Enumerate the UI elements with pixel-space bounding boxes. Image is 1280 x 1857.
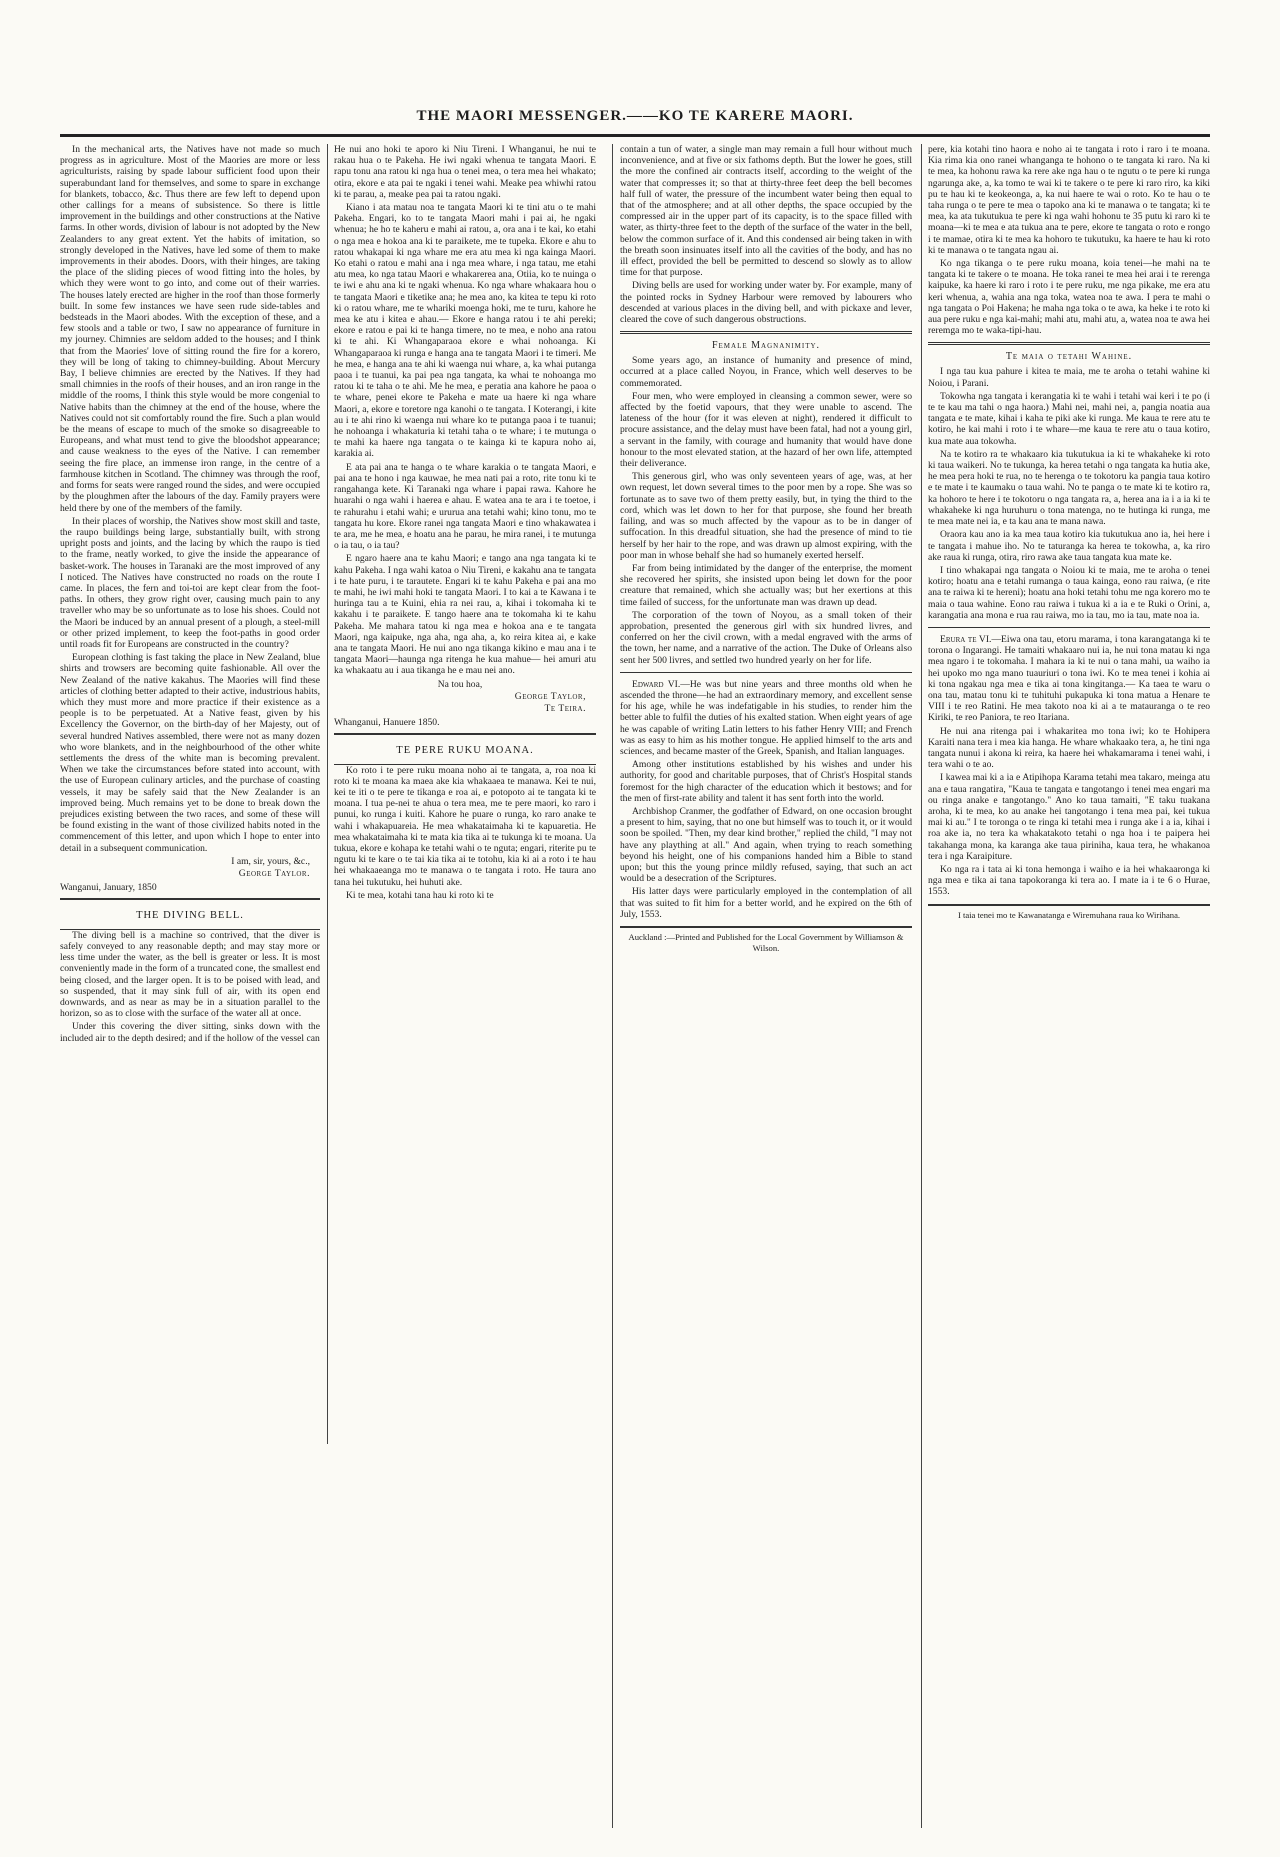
article-paragraph: Tokowha nga tangata i kerangatia ki te wahi i tetahi wai keri i te po (i te te kau ma tahi o nga haora.) Mahi nei, mahi nei, a, pangia noatia aua tangata e te mate, kihai i kaha te piki ake ki runga. Me kaua te rere atu te kotiro, he kai mahi i roto i te whare—me kaua te rere atu o taua kotiro, kua mate aua tokowha. bbox=[928, 390, 1210, 447]
section-heading-box bbox=[60, 898, 320, 930]
article-paragraph bbox=[928, 634, 1210, 724]
article-paragraph: pere, kia kotahi tino haora e noho ai te tangata i roto i raro i te moana. Kia rima kia ono ranei whanganga te hohono o te tangata ki raro. Na ki te mea, ka hohonu rawa ka rere ake nga hau o te ngutu o te pere ki runga ngarunga ake, a, ka tomo te wai ki te takere o te pere ki raro riro, ka kiki pu te hau ki te keokeonga, a, ka nui haere te wai o roto. Ko te hau o te taha runga o te pere te mea o tapoko ana ki te manawa o te tangata; ki te mea, ka ata tukutukua te pere ki nga wahi hohonu te 35 putu ki raro ki te moana—ki te mea e ata tukua ana te pere, ekore te tangata o roto e rongo i te mamae, otira ki te mea ka hohoro te tukutuku, ka haere te hau ki roto ki te manawa o te tangata ngau ai. bbox=[928, 144, 1210, 256]
section-heading: Female Magnanimity. bbox=[711, 340, 821, 352]
column-4 bbox=[928, 144, 1210, 921]
masthead-title: THE MAORI MESSENGER.——KO TE KARERE MAORI. bbox=[416, 108, 854, 124]
article-paragraph: Ko roto i te pere ruku moana noho ai te tangata, a, roa noa ki roto ki te moana ka maea ake kia whakaaea te manawa. Kei te nui, kei te iti o te pere te tikanga e roa ai, e potopoto ai te tangata ki te moana. I tua pe-nei te ahua o tera mea, me te pere maori, ko raro i punui, ko runga i kuiti. Kahore he puare o runga, ko raro anake te wahi i whakapuareia. He mea whakataimaha ki te kapuaretia. He mea whakataimaha ki te mata kia tika ai te tukunga ki te moana. Ua tukua, ekore e kohapa ke tetahi wahi o te nguta; engari, riterite pu te ngutu ki te kare o te tai kia tika ai te totohu, kia ki ai a roto i te hau hei whakaaeanga mo te manawa o te tangata i roto. He taura ano tana hei tukutuku, hei huhuti ake. bbox=[334, 764, 596, 888]
column-divider bbox=[327, 144, 328, 1444]
article-paragraph: He nui ano hoki te aporo ki Niu Tireni. I Whanganui, he nui te rakau hua o te Pakeha. He iwi ngaki whenua te tangata Maori. E rapu tonu ana ratou ki nga hua o tenei mea, o tera mea hei whakato; otira, ekore e ata pai te ngaki i tenei wahi. Meake pea whiwhi ratou ki te parau, a, meake pea pai ta ratou ngaki. bbox=[334, 144, 596, 200]
section-heading: Te maia o tetahi Wahine. bbox=[1005, 351, 1133, 363]
article-paragraph: Kiano i ata matau noa te tangata Maori ki te tini atu o te mahi Pakeha. Engari, ko to te tangata Maori mahi i pai ai, he ngaki whenua; he ho te kaheru e mahi ai ratou, a, ora ana i te kai, ko etahi o nga mea e hokoa ana ki te paraikete, me te tupeka. Ekore e ahu to ratou whakapai ki nga whare me era atu mea ki nga kainga Maori. Ko etahi o ratou e mahi ana i nga mea whare, i nga tatau, me etahi atu mea, ko nga tatau Maori e whakarerea ana, Otiia, ko te nuinga o te iwi e ahu ana ki te ngaki whenua. Ko nga whare whakaara hou o te tangata Maori e tiketike ana; he mea ano, ka kitea te tepu ki roto ki o ratou whare, me te whariki moenga hoki, me te turu, kahore he mea ke atu i kitea e ahau.— Ekore e hanga ratou i te ahi pereki; ekore e ratou e pai ki te hanga timere, no te mea, e noho ana ratou ki te ahi. Ki Whangaparaoa ekore e whai nohoanga. Ki Whangaparaoa ki runga e hanga ana te tangata Maori i te timeri. Me he mea, e hanga ana te ahi ki waenga nui whare, a, ka whai putanga paoa i te tuanui, ka pai pea nga tangata, ka whai te nohoanga mo ratou ki te taha o te ahi. Me he mea, e peratia ana kahore he paoa o te whare, penei ekore te Pakeha e mate ua haere ki nga whare Maori, a, ekore e toretore nga kanohi o te tangata. I Koterangi, i kite au i te ahi rino ki waenga nui whare ko te putanga paoa i te tuanui; he nohoanga i whakaturia ki tetahi taha o te whare; i te mutunga o te mahi ka haere nga tangata o te kainga ki te kapura noho ai, karakia ai. bbox=[334, 202, 596, 460]
column-1 bbox=[60, 144, 320, 1046]
article-paragraph: He nui ana ritenga pai i whakaritea mo tona iwi; ko te Hohipera Karaiti nana tera i mea kia hanga. He whare whakaako tera, a, he tini nga tangata nunui i akona ki reira, ka haere hei whakamarama i tenei wahi, i tera wahi o te ao. bbox=[928, 725, 1210, 771]
column-divider bbox=[612, 144, 613, 1828]
article-paragraph: E ata pai ana te hanga o te whare karakia o te tangata Maori, e pai ana te hono i nga kauwae, he mea nati pai a roto, rite tonu ki te rangahanga kete. Ki Taranaki nga whare i papai rawa. Kahore he huarahi o nga wahi i haerea e ahau. E watea ana te ara i te toetoe, i te rahurahu i etahi wahi; e ururua ana tetahi wahi; kino tonu, mo te tangata hu kore. Ekore ranei nga tangata Maori e tino whakawatea i te ara, me he mea, e hoatu ana he parau, he mira ranei, i te mutunga o ia tau, o ia tau? bbox=[334, 461, 596, 552]
article-paragraph bbox=[620, 679, 912, 757]
article-paragraph: Ko nga tikanga o te pere ruku moana, koia tenei—he mahi na te tangata ki te takere o te moana. He toka ranei te mea hei arai i te rerenga kaipuke, ka haere ki raro i roto i te pere ruku, me nga pikake, me era atu keri whenua, a, wahia ana nga toka, watea noa te awa. I pera te mahi o nga tangata o Poi Hakena; he maha nga toka o te awa, ka heke i te roto ki aua pere ruku e nga kai-mahi; mahi atu, mahi atu, a, watea noa te awa hei reremga mo te waka-tipi-hau. bbox=[928, 258, 1210, 337]
column-3 bbox=[620, 144, 912, 954]
article-paragraph: I nga tau kua pahure i kitea te maia, me te aroha o tetahi wahine ki Noiou, i Parani. bbox=[928, 366, 1210, 389]
article-paragraph: Among other institutions established by his wishes and under his authority, for good and charitable purposes, that of Christ's Hospital stands foremost for the high character of the education which it bestows; and for the men of first-rate ability and talent it has sent forth into the world. bbox=[620, 759, 912, 804]
article-lead: Edward VI. bbox=[632, 678, 681, 690]
letter-signature: Te Teira. bbox=[544, 702, 586, 714]
article-paragraph: Archbishop Cranmer, the godfather of Edward, on one occasion brought a present to him, saying, that no one but himself was to touch it, or it would soon be spoiled. "Then, my dear kind brother," replied the child, "I may not have any plaything at all." And again, when trying to reach something beyond his height, one of his companions handed him a Bible to stand upon; but this the young prince mildly refused, saying, that such an act would be a desecration of the Scriptures. bbox=[620, 805, 912, 885]
article-paragraph: In their places of worship, the Natives show most skill and taste, the raupo buildings being large, substantially built, with strong upright posts and joints, and the lacing by which the raupo is tied to the frame, neatly worked, to give the inside the appearance of basket-work. The houses in Taranaki are the most improved of any I noticed. The Natives have constructed no roads on the route I came. In places, the fern and toi-toi are kept clear from the foot-paths. In others, they grow right over, causing much pain to any traveller who may be so unfortunate as to lose his shoes. Could not the Maori be induced by an annual present of a plough, a steel-mill or other prized implement, to keep the foot-paths in good order until roads fit for Europeans are constructed in the country? bbox=[60, 515, 320, 650]
article-paragraph: Under this covering the diver sitting, sinks down with the included air to the depth desired; and if the hollow of the vessel can bbox=[60, 1021, 320, 1044]
article-text: —Eiwa ona tau, etoru marama, i tona karangatanga ki te torona o Ingarangi. He tamaiti whakaaro nui ia, he nui tona matau ki nga mea ngaro i te tokomaha. I mahara ia ki te nui o tana mahi, ua waiho ia hei upoko mo nga mano tuauriuri o tona iwi. Ko te mea tenei i kohia ai ki tona ngakau nga mea e tika ai tona kingitanga.— Ka taea te waru o ona tau, matau tonu ki te tuhituhi pukapuka ki tona matua a Henare te VIII i te reo Ratini. He mea takoto noa ki ai a te matauranga o te reo Kiriki, te reo Paniora, te reo Itariana. bbox=[928, 633, 1210, 724]
article-paragraph: The diving bell is a machine so contrived, that the diver is safely conveyed to any reasonable depth; and may stay more or less time under the water, as the bell is greater or less. It is most conveniently made in the form of a truncated cone, the smallest end being closed, and the larger open. It is to be poised with lead, and so suspended, that it may sink full of air, with its open end downwards, and as near as may be in a situation parallel to the horizon, so as to close with the surface of the water all at once. bbox=[60, 929, 320, 1020]
section-rule bbox=[620, 672, 912, 673]
article-paragraph: This generous girl, who was only seventeen years of age, was, at her own request, let down several times to the poor men by a rope. She was so fortunate as to save two of them pretty easily, but, in tying the third to the cord, which was let down to her for that purpose, she found her breath failing, and was so much affected by the vapour as to be in danger of suffocation. In this dreadful situation, she had the presence of mind to tie herself by her hair to the rope, and was drawn up almost expiring, with the poor man in whose behalf she had so humanely exerted herself. bbox=[620, 471, 912, 561]
article-paragraph: Diving bells are used for working under water by. For example, many of the pointed rocks in Sydney Harbour were removed by labourers who descended at various places in the diving bell, and with pickaxe and lever, cleared the cove of such dangerous obstructions. bbox=[620, 280, 912, 326]
column-divider bbox=[921, 144, 922, 1828]
article-paragraph: Some years ago, an instance of humanity and presence of mind, occurred at a place called Noyou, in France, which well deserves to be commemorated. bbox=[620, 355, 912, 389]
letter-signature: George Taylor, bbox=[514, 690, 586, 702]
printer-imprint: I taia tenei mo te Kawanatanga e Wiremuhana raua ko Wirihana. bbox=[928, 904, 1210, 921]
article-lead: Erura te VI. bbox=[940, 633, 992, 645]
article-paragraph: E ngaro haere ana te kahu Maori; e tango ana nga tangata ki te kahu Pakeha. I nga wahi katoa o Niu Tireni, e kakahu ana te tangata i te hate puru, i te tarautete. Engari ki te kahu Pakeha e pai ana mo te mahi, he iwi mahi hoki te tangata Maori. I to kai a te Kawana i te huringa tau a te Kuini, ehia ra nei rau, a, kihai i tokomaha ki te kakahu i te paraikete. E tango haere ana te tokomaha ki te kahu Pakeha. Me mahara tatou ki nga mea e hokoa ana e te tangata Maori, nga kaipuke, nga aha, nga aha, a, ko reira kitea ai, e kake ana te tangata Maori. He nui ano nga tikanga kikino e mau ana i te tangata Maori—haunga nga ritenga he kua mahue— hei amuri atu ka whakaatu au i aua tikanga he e mau nei ano. bbox=[334, 553, 596, 677]
article-paragraph: European clothing is fast taking the place in New Zealand, blue shirts and trowsers are becoming quite fashionable. All over the New Zealand of the native kakahus. The Maories will find these articles of clothing better adapted to their active, industrious habits, which they must more and more practice if their existence as a people is to be perpetuated. At a Native feast, given by his Excellency the Governor, on the birth-day of her Majesty, out of several hundred Natives assembled, there were not as many dozen who wore blankets, and in the neighbourhood of the other white settlements the dress of the white man is becoming prevalent. When we take the circumstances before stated into account, with the use of European culinary articles, and the purchase of coasting vessels, it may be safely said that the New Zealander is an improved being. Much remains yet to be done to break down the prejudices existing between the two races, and some of these will be found existing in the want of those civilized habits noted in the commencement of this letter, and upon which I hope to enter into detail in a subsequent communication. bbox=[60, 652, 320, 854]
column-2 bbox=[334, 144, 596, 903]
newspaper-page bbox=[60, 108, 1210, 1828]
article-paragraph: I tino whakapai nga tangata o Noiou ki te maia, me te aroha o tenei kotiro; hoatu ana e tetahi rumanga o taua kainga, eono rau raiwa, (e rite ana te raiwa ki te hereni); hoatu ana hoki tetahi tohu me nga korero mo te maia o taua wahine. Eono rau raiwa i tukua ki a ia e te Ruki o Orini, a, karangatia ana mona e rua rau raiwa, mo ia tau, mo ia tau, mate noa ia. bbox=[928, 564, 1210, 621]
section-heading: TE PERE RUKU MOANA. bbox=[396, 744, 534, 756]
article-paragraph: Far from being intimidated by the danger of the enterprise, the moment she recovered her spirits, she insisted upon being let down for the poor creature that remained, which she actually was; but her exertions at this time failed of success, for the unfortunate man was drawn up dead. bbox=[620, 562, 912, 608]
article-paragraph: Four men, who were employed in cleansing a common sewer, were so affected by the foetid vapours, that they were unable to ascend. The lateness of the hour (for it was eleven at night), rendered it difficult to procure assistance, and the delay must have been fatal, had not a young girl, a servant in the family, with courage and humanity that would have done honour to the most elevated station, at the hazard of her own life, attempted their deliverance. bbox=[620, 390, 912, 470]
section-rule bbox=[928, 342, 1210, 345]
article-paragraph: contain a tun of water, a single man may remain a full hour without much inconvenience, and at five or six fathoms depth. But the lower he goes, still the more the confined air contracts itself, according to the weight of the water that compresses it; so that at thirty-three feet deep the bell becomes half full of water, the pressure of the incumbent water being then equal to that of the atmosphere; and at all other depths, the space occupied by the compressed air in the upper part of its capacity, is to the space filled with water, as thirty-three feet to the depth of the surface of the water in the bell, below the common surface of it. And this condensed air being taken in with the breath soon insinuates itself into all the cavities of the body, and has no ill effect, provided the bell be permitted to descend so slowly as to allow time for that purpose. bbox=[620, 144, 912, 279]
masthead bbox=[60, 108, 1210, 140]
article-paragraph: Na te kotiro ra te whakaaro kia tukutukua ia ki te whakaheke ki roto ki taua waikeri. No te tukunga, ka herea tetahi o nga tangata ka hutia ake, he mea pera hoki te rua, no te herenga o te tokotoru ka pangia taua kotiro e te mate i te kaumaku o taua wahi. No te panga o te mate ki te kotiro ra, ka hohoro te here i te tokotoru o nga tangata ra, a, herea ana ia i a ia ki te whakaheke ki nga huruhuru o tona matenga, no te hutinga ki runga, me te mea mate nei ia, e ta kau ana te mana nawa. bbox=[928, 448, 1210, 528]
letter-closing: Na tou hoa, bbox=[437, 678, 483, 690]
article-paragraph: Ko nga ra i tata ai ki tona hemonga i waiho e ia hei whakaaronga ki nga mea e tika ai tana tapokoranga ki tera ao. I mate ia i te 6 o Hurae, 1553. bbox=[928, 863, 1210, 898]
article-paragraph: The corporation of the town of Noyou, as a small token of their approbation, presented the generous girl with six hundred livres, and conferred on her the civil crown, with a medal engraved with the arms of the town, her name, and a narrative of the action. The Duke of Orleans also sent her 500 livres, and settled two hundred yearly on her for life. bbox=[620, 609, 912, 666]
printer-imprint: Auckland :—Printed and Published for the Local Government by Williamson & Wilson. bbox=[620, 926, 912, 954]
article-paragraph: Ki te mea, kotahi tana hau ki roto ki te bbox=[346, 889, 494, 901]
section-rule bbox=[928, 627, 1210, 628]
section-heading: THE DIVING BELL. bbox=[136, 909, 244, 921]
article-paragraph: His latter days were particularly employed in the contemplation of all that was suited to fit him for a better world, and he expired on the 6th of July, 1553. bbox=[620, 886, 912, 920]
section-heading-box bbox=[334, 733, 596, 765]
article-paragraph: In the mechanical arts, the Natives have not made so much progress as in agriculture. Most of the Maories are more or less agriculturists, raising by spade labour sufficient food upon their superabundant land for themselves, and some to spare in exchange for blankets, tobacco, &c. Thus there are few left to depend upon other callings for a means of subsistence. So there is little improvement in the buildings and other constructions at the Native farms. In other words, division of labour is not adopted by the New Zealanders to any great extent. Yet the habits of imitation, so strongly developed in the Natives, have led some of them to make improvements in their abodes. Doors, with their hinges, are taking the place of the sliding pieces of wood fitting into the holes, by which they were wont to go into, and come out of their warries. The houses lately erected are higher in the roof than those formerly built. In some few instances we have seen rude side-tables and bedsteads in the Maori abodes. With the exception of these, and a few stools and a table or two, I saw no appearance of furniture in my journey. Chimnies are seldom added to the houses; and I think that from the Maories' love of sitting round the fire for a korero, they will be long of taking to chimney-building. About Mercury Bay, I believe chimnies are erected by the Natives. If they had small chimnies in the roofs of their houses, and an iron range in the middle of the rooms, I think this style would be more congenial to Native habits than the chimney at the end of the house, where the Natives could not sit comfortably round the fire. Such a plan would be the means of escape to much of the smoke so disagreeable to Europeans, and what must tend to give the bloodshot appearance; and cause weakness to the eyes of the Native. I can remember seeing the fire place, an immense iron range, in the centre of a farmhouse kitchen in Scotland. The chimney was through the roof, and forms for seats were ranged round the sides, and were occupied by the ploughmen after the labours of the day. Family prayers were held there by one of the members of the family. bbox=[60, 144, 320, 514]
article-paragraph: I kawea mai ki a ia e Atipihopa Karama tetahi mea takaro, meinga atu ana e taua rangatira, "Kaua te tangata e tangotango i tenei mea engari ma ou ringa anake e tangotango." Ano ko taua tamaiti, "E taku tuakana aroha, ki te mea, ko au anake hei tangotango i tena mea pai, kei tukua mai ki au." I te toronga o te ringa ki tetahi mea i runga ake i a ia, kihai i roa ake ia, no tera ka whakatakoto tetahi o nga hoa i te paipera hei takahanga mona, ka karanga ake taua piriniha, kaua tera, he whakanoa tera i nga Karaipiture. bbox=[928, 772, 1210, 862]
section-rule bbox=[620, 331, 912, 334]
article-text: —He was but nine years and three months old when he ascended the throne—he had an extraordinary memory, and excellent sense for his age, while he was indefatigable in his studies, to render him the better able to fulfil the duties of his exalted station. When eight years of age he was capable of writing Latin letters to his father Henry VIII; and French was as easy to him as his mother tongue. He applied himself to the arts and sciences, and became master of the Greek, Spanish, and Italian languages. bbox=[620, 678, 912, 757]
letter-closing: I am, sir, yours, &c., bbox=[231, 855, 310, 867]
letter-dateline: Wanganui, January, 1850 bbox=[60, 881, 157, 893]
letter-dateline: Whanganui, Hanuere 1850. bbox=[334, 716, 440, 728]
article-paragraph: Oraora kau ano ia ka mea taua kotiro kia tukutukua ano ia, hei here i te tangata i mahue iho. No te taturanga ka herea te tokowha, a, ka riro ake raua ki runga, otira, riro rawa ake taua tangata kua mate ke. bbox=[928, 529, 1210, 563]
letter-signature: George Taylor. bbox=[238, 867, 310, 879]
masthead-rule bbox=[60, 134, 1210, 137]
